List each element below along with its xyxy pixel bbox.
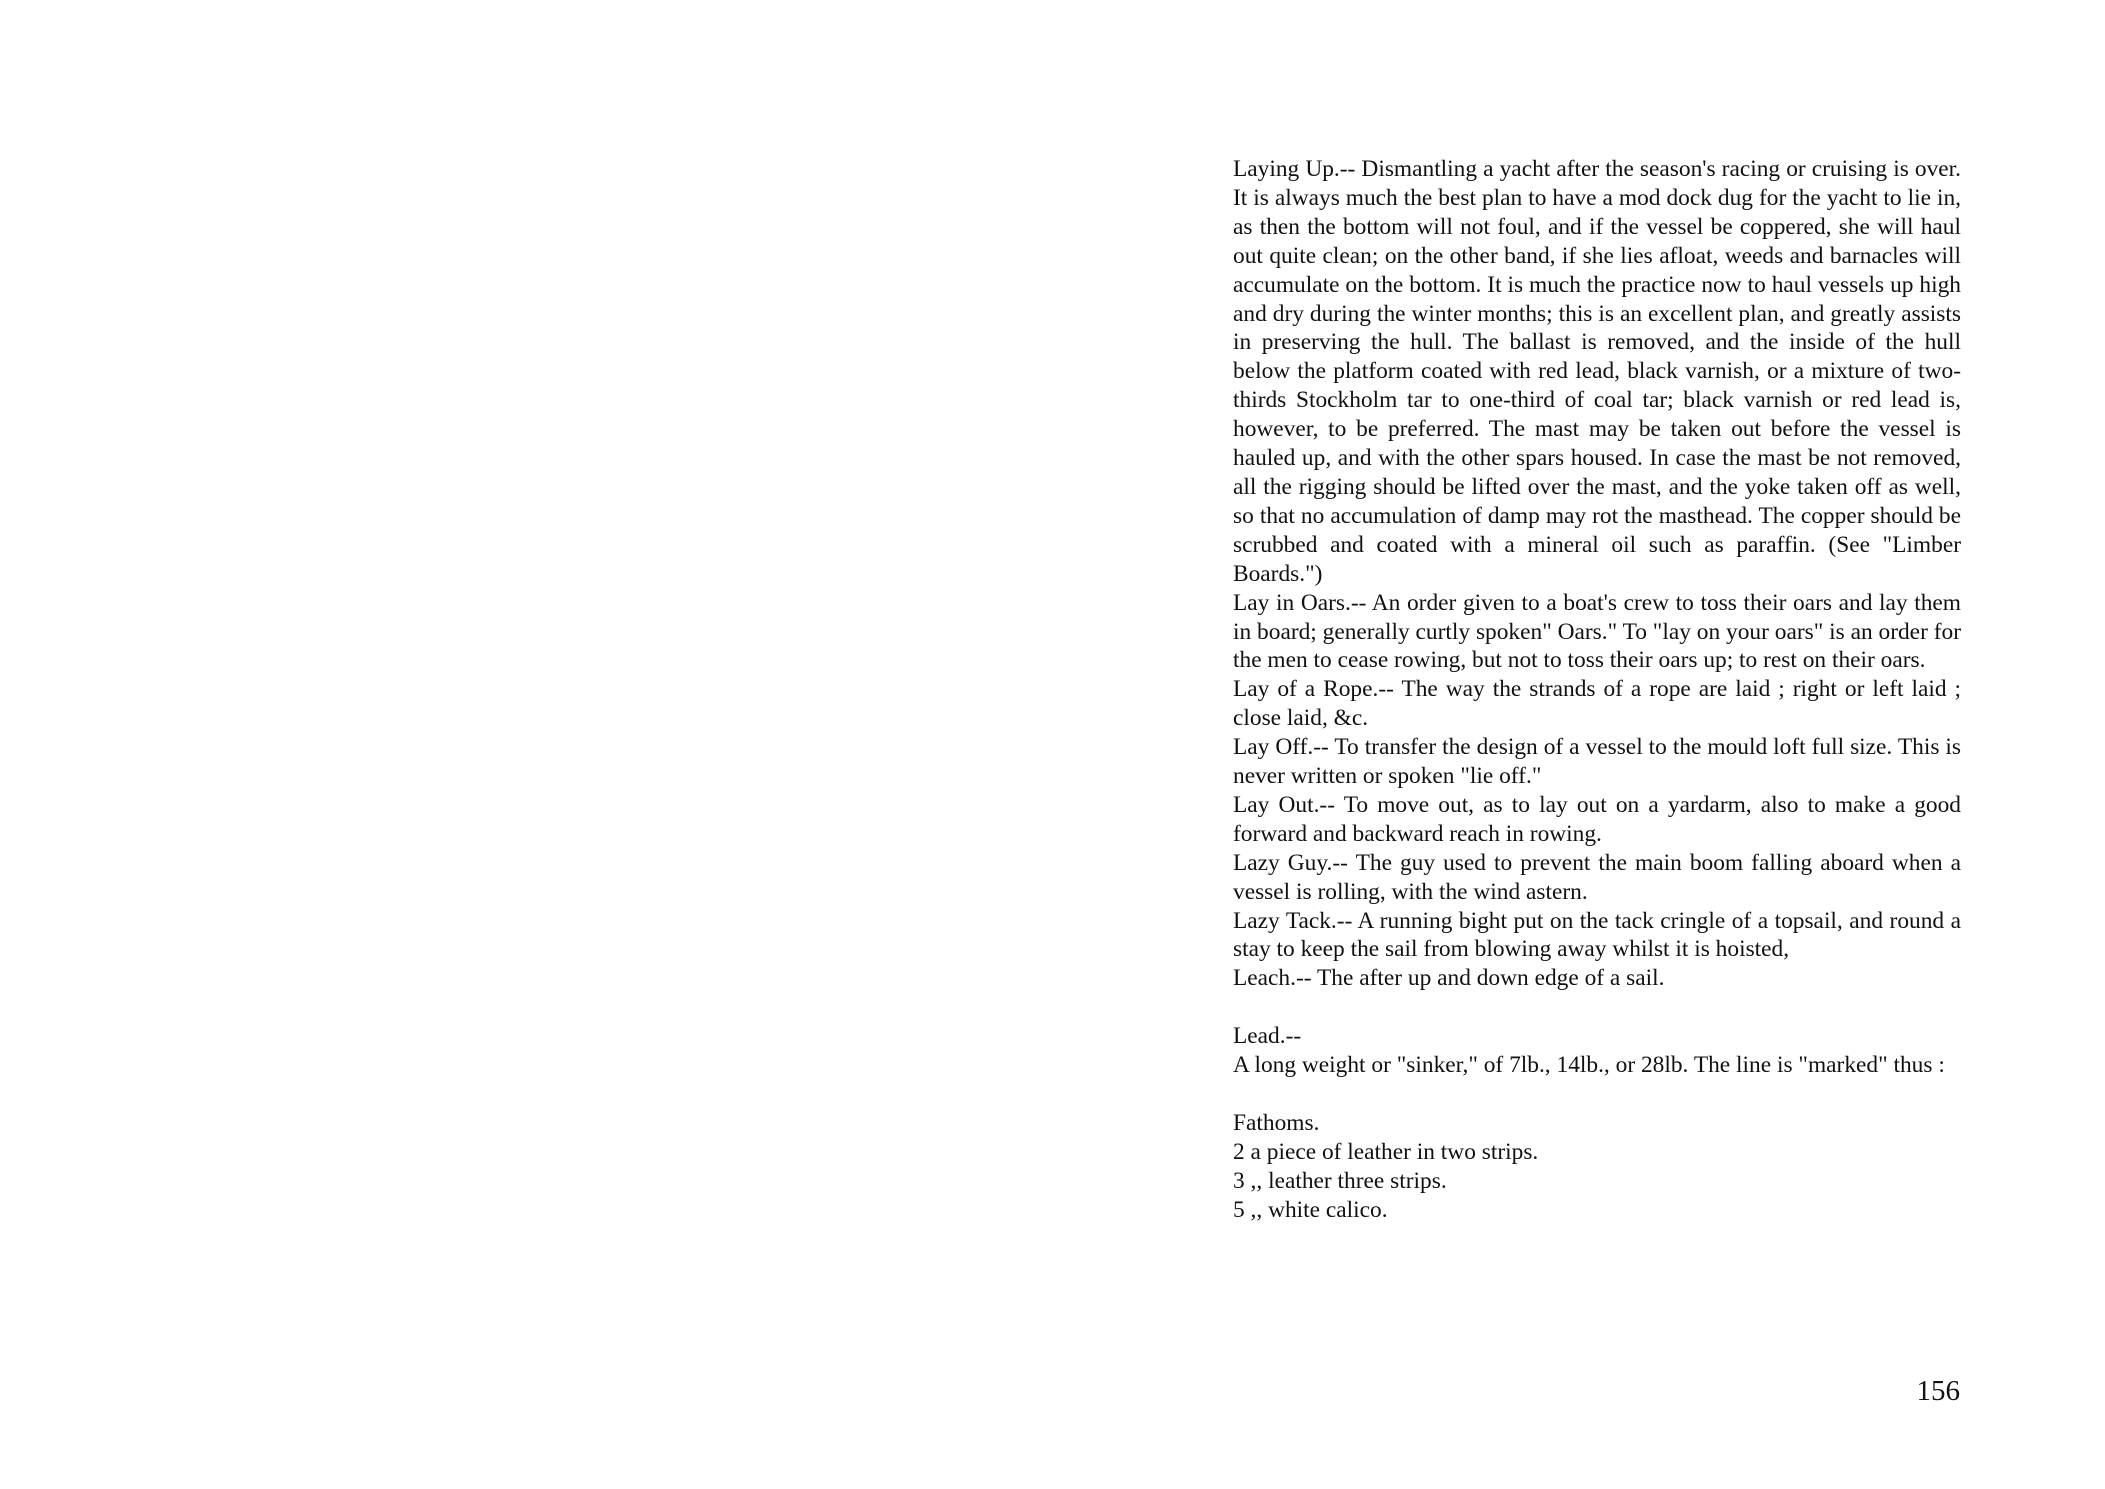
paragraph-spacer <box>1233 1080 1961 1109</box>
entry-lazy-tack: Lazy Tack.-- A running bight put on the tack cringle of a topsail, and round a stay to keep the sail from blowing away whilst it is hoisted, <box>1233 907 1961 963</box>
fathoms-heading: Fathoms. <box>1233 1109 1320 1136</box>
right-text-page <box>1052 0 2105 1489</box>
entry-lazy-guy: Lazy Guy.-- The guy used to prevent the main boom falling aboard when a vessel is rolling, with the wind astern. <box>1233 849 1961 905</box>
fathom-mark-5: 5 ,, white calico. <box>1233 1196 1388 1223</box>
fathom-mark-3: 3 ,, leather three strips. <box>1233 1167 1447 1194</box>
entry-laying-up: Laying Up.-- Dismantling a yacht after the season's racing or cruising is over. It is always much the best plan to have a mod dock dug for the yacht to lie in, as then the bottom will not foul, and if the vessel be coppered, she will haul out quite clean; on the other band, if she lies afloat, weeds and barnacles will accumulate on the bottom. It is much the practice now to haul vessels up high and dry during the winter months; this is an excellent plan, and greatly assists in preserving the hull. The ballast is removed, and the inside of the hull below the platform coated with red lead, black varnish, or a mixture of two-thirds Stockholm tar to one-third of coal tar; black varnish or red lead is, however, to be preferred. The mast may be taken out before the vessel is hauled up, and with the other spars housed. In case the mast be not removed, all the rigging should be lifted over the mast, and the yoke taken off as well, so that no accumulation of damp may rot the masthead. The copper should be scrubbed and coated with a mineral oil such as paraffin. (See "Limber Boards.") <box>1233 156 1961 587</box>
left-blank-page <box>0 0 1052 1489</box>
entry-lead-heading: Lead.-- <box>1233 1023 1302 1050</box>
entry-lay-in-oars: Lay in Oars.-- An order given to a boat's crew to toss their oars and lay them in board; generally curtly spoken" Oars." To "lay on your oars" is an order for the men to cease rowing, but not to toss their oars up; to rest on their oars. <box>1233 589 1961 674</box>
dictionary-text-block <box>1233 155 1961 1225</box>
page-number: 156 <box>1916 1375 1960 1407</box>
entry-leach: Leach.-- The after up and down edge of a sail. <box>1233 965 1665 992</box>
fathom-mark-2: 2 a piece of leather in two strips. <box>1233 1138 1539 1165</box>
entry-lay-of-a-rope: Lay of a Rope.-- The way the strands of a rope are laid ; right or left laid ; close laid, &c. <box>1233 676 1961 732</box>
entry-lead-description: A long weight or "sinker," of 7lb., 14lb., or 28lb. The line is "marked" thus : <box>1233 1052 1945 1079</box>
paragraph-spacer <box>1233 993 1961 1022</box>
entry-lay-off: Lay Off.-- To transfer the design of a vessel to the mould loft full size. This is never written or spoken "lie off." <box>1233 734 1961 790</box>
entry-lay-out: Lay Out.-- To move out, as to lay out on a yardarm, also to make a good forward and backward reach in rowing. <box>1233 791 1961 847</box>
